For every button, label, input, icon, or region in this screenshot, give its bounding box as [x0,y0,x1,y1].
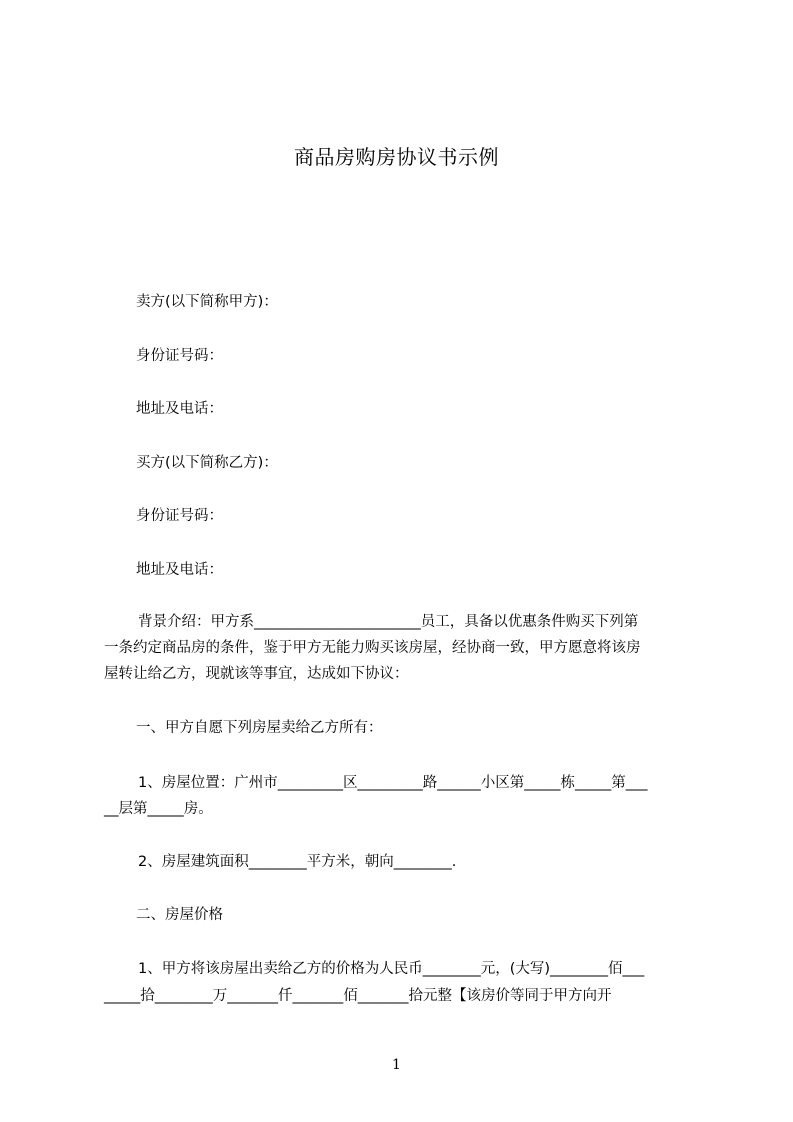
section-1-heading: 一、甲方自愿下列房屋卖给乙方所有： [136,720,383,736]
section-2-heading: 二、房屋价格 [136,907,223,923]
background-line-2: 一条约定商品房的条件，鉴于甲方无能力购买该房屋，经协商一致，甲方愿意将该房 [104,640,641,656]
section-2-item-1-line-1: 1、甲方将该房屋出卖给乙方的价格为人民币________元，(大写)________佰___ [138,961,645,977]
seller-label: 卖方(以下简称甲方)： [136,294,278,310]
buyer-label: 买方(以下简称乙方)： [136,455,278,471]
document-title: 商品房购房协议书示例 [294,145,499,169]
seller-address-label: 地址及电话： [136,401,223,417]
buyer-id-label: 身份证号码： [136,508,223,524]
buyer-address-label: 地址及电话： [136,562,223,578]
background-line-3: 屋转让给乙方，现就该等事宜，达成如下协议： [104,666,409,682]
section-2-item-1-line-2: _____拾________万_______仟_______佰_______拾元整【该房价等同于甲方向开 [104,988,612,1004]
section-1-item-2: 2、房屋建筑面积________平方米，朝向________. [138,854,457,870]
section-1-item-1-line-2: __层第_____房。 [104,801,213,817]
section-1-item-1-line-1: 1、房屋位置：广州市_________区_________路______小区第_____栋_____第___ [138,775,648,791]
background-line-1: 背景介绍：甲方系_______________________员工，具备以优惠条件购买下列第 [138,614,639,630]
page-number: 1 [392,1057,401,1073]
seller-id-label: 身份证号码： [136,348,223,364]
